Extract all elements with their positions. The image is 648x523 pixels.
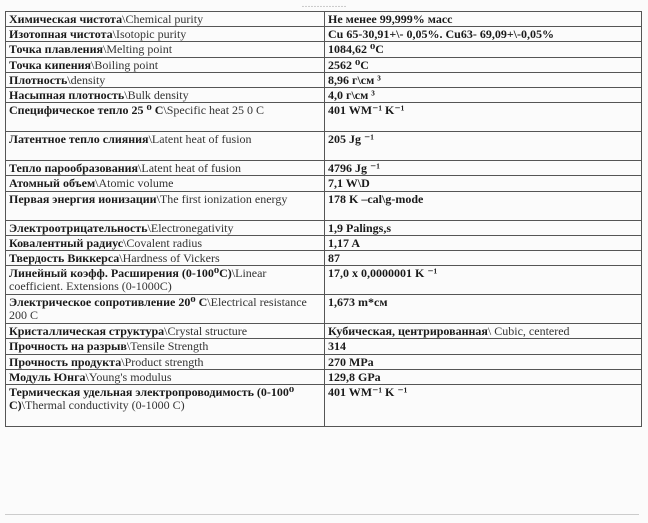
property-name-cell (6, 369, 325, 384)
property-name-cell (6, 385, 325, 427)
property-value-cell: Не менее 99,999% масс (325, 12, 642, 27)
property-name-en: Latent heat of fusion (141, 161, 242, 176)
separator: \ (163, 103, 167, 118)
property-value-cell: 401 WM⁻¹ K⁻¹ (325, 103, 642, 132)
property-name-ru: Электроотрицательность (9, 220, 148, 235)
property-name-en: Isotopic purity (115, 27, 187, 42)
table-row (6, 339, 642, 354)
property-value-cell: 7,1 W\D (325, 176, 642, 191)
property-name-ru: Электрическое сопротивление 20⁰ C (9, 295, 208, 310)
property-value-cell: 1,17 A (325, 235, 642, 250)
property-value-cell: 1084,62 ⁰C (325, 42, 642, 57)
property-name-ru: Прочность продукта (9, 354, 122, 369)
property-name-cell (6, 354, 325, 369)
property-name-cell (6, 72, 325, 87)
property-value-cell: Cu 65-30,91+\- 0,05%. Cu63- 69,09+\-0,05% (325, 27, 642, 42)
property-value-cell: 205 Jg ⁻¹ (325, 132, 642, 161)
property-name-cell (6, 295, 325, 324)
property-name-ru: Химическая чистота (9, 12, 123, 26)
property-name-en: The first ionization energy (159, 191, 288, 206)
property-name-en: Boiling point (94, 57, 159, 72)
separator: \ (67, 72, 71, 87)
separator: \ (231, 266, 236, 281)
table-row (6, 324, 642, 339)
table-row (6, 12, 642, 27)
property-name-ru: Точка кипения (9, 57, 92, 72)
property-value-cell: 178 K –cal\g-mode (325, 191, 642, 220)
property-name-cell (6, 132, 325, 161)
separator: \ (85, 369, 89, 384)
property-name-ru: Прочность на разрыв (9, 339, 127, 354)
property-name-en: Melting point (106, 42, 173, 57)
property-name-cell (6, 220, 325, 235)
separator: \ (123, 235, 127, 250)
property-name-en: Specific heat 25 0 C (166, 103, 265, 118)
table-row (6, 57, 642, 72)
property-value-cell: 4,0 г\см ³ (325, 88, 642, 103)
separator: \ (122, 12, 126, 26)
property-name-cell (6, 161, 325, 176)
property-value-en: \ Cubic, centered (487, 324, 570, 339)
property-value-cell: 17,0 x 0,0000001 K ⁻¹ (325, 266, 642, 295)
separator: \ (126, 339, 131, 354)
table-row (6, 354, 642, 369)
separator: \ (124, 88, 128, 103)
separator: \ (112, 27, 116, 42)
property-name-ru: Линейный коэфф. Расширения (0-100⁰C) (9, 266, 232, 281)
property-name-en: Covalent radius (126, 235, 203, 250)
property-name-ru: Насыпная плотность (9, 88, 125, 103)
separator: \ (164, 324, 168, 339)
property-name-en: Linear coefficient. Extensions (0-1000C) (9, 266, 267, 294)
property-name-cell (6, 12, 325, 27)
separator: \ (148, 132, 152, 147)
separator: \ (103, 42, 107, 57)
table-row (6, 161, 642, 176)
property-name-en: Electrical resistance 200 C (9, 295, 307, 323)
table-row (6, 220, 642, 235)
property-name-en: Thermal conductivity (0-1000 C) (25, 398, 185, 413)
separator: \ (156, 191, 160, 206)
table-row (6, 42, 642, 57)
separator: \ (138, 161, 142, 176)
table-row (6, 369, 642, 384)
property-value-cell: 1,9 Palings,s (325, 220, 642, 235)
separator: \ (21, 398, 26, 413)
property-name-cell (6, 266, 325, 295)
property-value-ru: Кубическая, центрированная (328, 324, 488, 339)
property-name-ru: Кристаллическая структура (9, 324, 165, 339)
property-name-ru: Изотопная чистота (9, 27, 113, 42)
separator: \ (207, 295, 211, 310)
table-row (6, 191, 642, 220)
separator: \ (91, 57, 95, 72)
property-value-cell: 129,8 GPa (325, 369, 642, 384)
property-name-cell (6, 235, 325, 250)
properties-table (5, 11, 642, 427)
table-row (6, 103, 642, 132)
property-name-en: Atomic volume (98, 176, 174, 191)
property-value-cell: 4796 Jg ⁻¹ (325, 161, 642, 176)
property-name-ru: Модуль Юнга (9, 369, 86, 384)
property-name-ru: Твердость Виккерса (9, 251, 120, 266)
property-name-en: Hardness of Vickers (122, 251, 220, 266)
property-name-ru: Первая энергия ионизации (9, 191, 157, 206)
separator: \ (147, 220, 151, 235)
property-name-ru: Термическая удельная электропроводимость (0-100⁰ C) (9, 385, 295, 413)
table-row (6, 27, 642, 42)
separator: \ (119, 251, 123, 266)
table-row (6, 72, 642, 87)
property-name-en: Latent heat of fusion (151, 132, 252, 147)
property-name-en: Crystal structure (167, 324, 248, 339)
property-value-cell: 314 (325, 339, 642, 354)
property-name-ru: Тепло парообразования (9, 161, 139, 176)
table-row (6, 266, 642, 295)
property-name-ru: Специфическое тепло 25 ⁰ C (9, 103, 164, 118)
property-name-cell (6, 57, 325, 72)
property-name-cell (6, 191, 325, 220)
property-value-cell: 8,96 г\см ³ (325, 72, 642, 87)
table-row (6, 385, 642, 427)
property-value-cell: 401 WM⁻¹ K ⁻¹ (325, 385, 642, 427)
property-value-cell: 1,673 m*см (325, 295, 642, 324)
table-row (6, 176, 642, 191)
property-name-ru: Точка плавления (9, 42, 104, 57)
separator: \ (95, 176, 99, 191)
property-name-ru: Плотность (9, 72, 68, 87)
header-caption: …………… (301, 0, 347, 9)
property-name-en: Product strength (124, 354, 204, 369)
table-row (6, 251, 642, 266)
property-name-cell (6, 103, 325, 132)
property-name-cell (6, 251, 325, 266)
property-name-ru: Ковалентный радиус (9, 235, 124, 250)
property-value-cell: 87 (325, 251, 642, 266)
property-name-cell (6, 27, 325, 42)
property-name-cell (6, 42, 325, 57)
property-name-ru: Атомный объем (9, 176, 96, 191)
property-name-cell (6, 324, 325, 339)
property-name-en: Young's modulus (88, 369, 172, 384)
separator: \ (121, 354, 125, 369)
property-name-en: density (70, 72, 106, 87)
table-row (6, 295, 642, 324)
property-name-cell (6, 176, 325, 191)
property-value-cell: 2562 ⁰C (325, 57, 642, 72)
property-value-cell: 270 MPa (325, 354, 642, 369)
page-bottom-divider (5, 514, 639, 515)
property-name-ru: Латентное тепло слияния (9, 132, 149, 147)
property-name-en: Chemical purity (125, 12, 204, 26)
table-row (6, 235, 642, 250)
table-row (6, 88, 642, 103)
property-name-en: Bulk density (127, 88, 189, 103)
table-row (6, 132, 642, 161)
property-name-cell (6, 339, 325, 354)
property-name-en: Electronegativity (150, 220, 234, 235)
property-name-cell (6, 88, 325, 103)
property-value-cell (325, 324, 642, 339)
property-name-en: Tensile Strength (130, 339, 209, 354)
